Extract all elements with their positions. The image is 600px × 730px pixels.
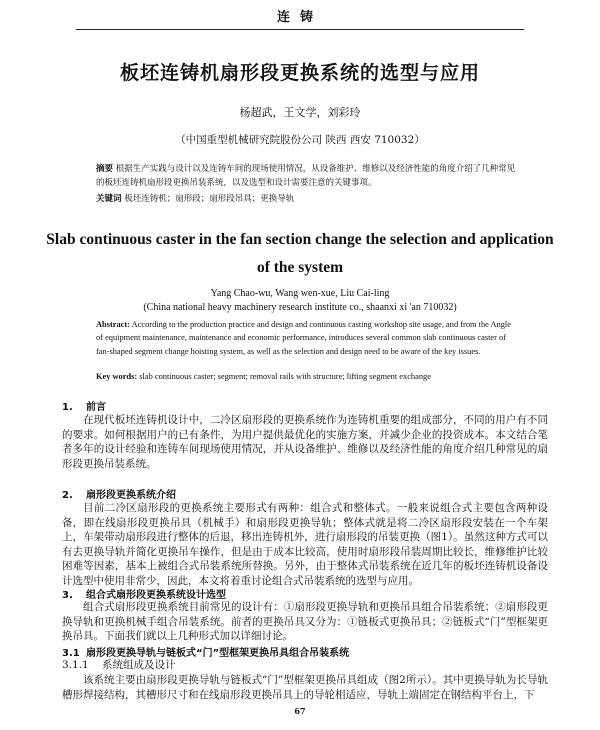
abstract-en-text: According to the production practice and design and continuous casting workshop site usage, and from the Angle of equipment maintenance, maintenance and economic performance, introduces several common slab continuous caster of fan-shaped segment change hoisting system, as well as the selection and design need to be aware of the key issues.	[96, 320, 511, 356]
section-2-body	[62, 501, 548, 588]
section-number: 1.	[62, 402, 73, 413]
authors-cn: 杨超武，王文学，刘彩玲	[239, 106, 361, 119]
section-number: 3.1	[62, 648, 80, 659]
running-header	[0, 0, 600, 25]
paragraph: 组合式扇形段更换系统目前常见的设计有：①扇形段更换导轨和更换吊具组合吊装系统；②扇形段更换导轨和更换机械手组合吊装系统。前者的更换吊具又分为：①链板式更换吊具；②链板式“门”型框架更换吊具。下面我们就以上几种形式加以详细讨论。	[62, 601, 548, 642]
section-3-1-1-heading	[62, 658, 548, 673]
affiliation-en: (China national heavy machinery research institute co., shaanxi xi 'an 710032)	[143, 302, 457, 313]
section-3-1-1-body	[62, 673, 548, 702]
section-number: 2.	[62, 490, 73, 501]
section-title: 前言	[86, 402, 106, 413]
section-number: 3.1.1	[62, 659, 89, 671]
abstract-cn-label: 摘要	[96, 164, 114, 174]
keywords-en	[96, 372, 516, 381]
section-title: 扇形段更换导轨与链板式“门”型框架更换吊具组合吊装系统	[86, 648, 350, 659]
section-1-heading	[62, 398, 106, 413]
section-title: 组合式扇形段更换系统设计选型	[86, 590, 226, 601]
section-1-body	[62, 413, 548, 471]
header-rule	[76, 29, 524, 30]
affiliation-cn: （中国重型机械研究院股份公司 陕西 西安 710032）	[175, 134, 425, 146]
abstract-cn	[96, 162, 516, 190]
abstract-en-label: Abstract:	[96, 320, 130, 329]
section-title: 扇形段更换系统介绍	[86, 490, 176, 501]
keywords-cn-text: 板坯连铸机；扇形段；扇形段吊具；更换导轨	[124, 194, 295, 204]
section-3-heading	[62, 586, 226, 601]
section-3-body	[62, 600, 548, 644]
page-number: 67	[294, 706, 306, 716]
journal-name: 连铸	[276, 10, 323, 25]
section-3-1-heading	[62, 644, 349, 659]
keywords-en-label: Key words:	[96, 372, 138, 381]
keywords-cn-label: 关键词	[96, 194, 122, 204]
section-title: 系统组成及设计	[102, 659, 176, 671]
paragraph: 目前二冷区扇形段的更换系统主要形式有两种：组合式和整体式。一般来说组合式主要包含两种设备，即在线扇形段更换吊具（机械手）和扇形段更换导轨；整体式就是将二冷区扇形段安装在一个车架上，车架带动扇形段进行整体的后退，移出连铸机外，进行扇形段的吊装更换（图1）。虽然这种方式可以有去更换导轨并简化更换吊车操作，但是由于成本比较高，使用时扇形段吊装周期比较长，维修维护比较困难等因素，基本上被组合式吊装系统所替换。另外，由于整体式吊装系统在近几年的板坯连铸机设备设计选型中使用非常少，因此，本文将着重讨论组合式吊装系统的选型与应用。	[62, 502, 548, 587]
paper-title-cn: 板坯连铸机扇形段更换系统的选型与应用	[119, 62, 480, 84]
section-2-heading	[62, 486, 176, 501]
keywords-en-text: slab continuous caster; segment; removal rails with structure; lifting segment exchange	[139, 372, 431, 381]
section-number: 3.	[62, 590, 73, 601]
paragraph: 该系统主要由扇形段更换导轨与链板式“门”型框架更换吊具组成（图2所示）。其中更换导轨为长导轨槽形焊接结构，其槽形尺寸和在线扇形段更换吊具上的导轮相适应，导轨上端固定在钢结构平台上，下	[62, 674, 548, 701]
abstract-en	[96, 318, 516, 358]
abstract-cn-text: 根据生产实践与设计以及连铸车间的现场使用情况，从设备维护、维修以及经济性能的角度介绍了几种常见的板坯连铸机扇形段更换吊装系统，以及选型和设计需要注意的关键事项。	[96, 164, 516, 188]
paper-title-en: Slab continuous caster in the fan section change the selection and application of the system	[46, 231, 554, 276]
keywords-cn	[96, 192, 516, 204]
paragraph: 在现代板坯连铸机设计中，二冷区扇形段的更换系统作为连铸机重要的组成部分，不同的用户有不同的要求。如何根据用户的已有条件，为用户提供最优化的实施方案，并减少企业的投资成本。本文结合笔者多年的设计经验和连铸车间现场使用情况，并从设备维护、维修以及经济性能的角度介绍几种常见的扇形段更换吊装系统。	[62, 414, 548, 470]
authors-en: Yang Chao-wu, Wang wen-xue, Liu Cai-ling	[210, 288, 390, 299]
